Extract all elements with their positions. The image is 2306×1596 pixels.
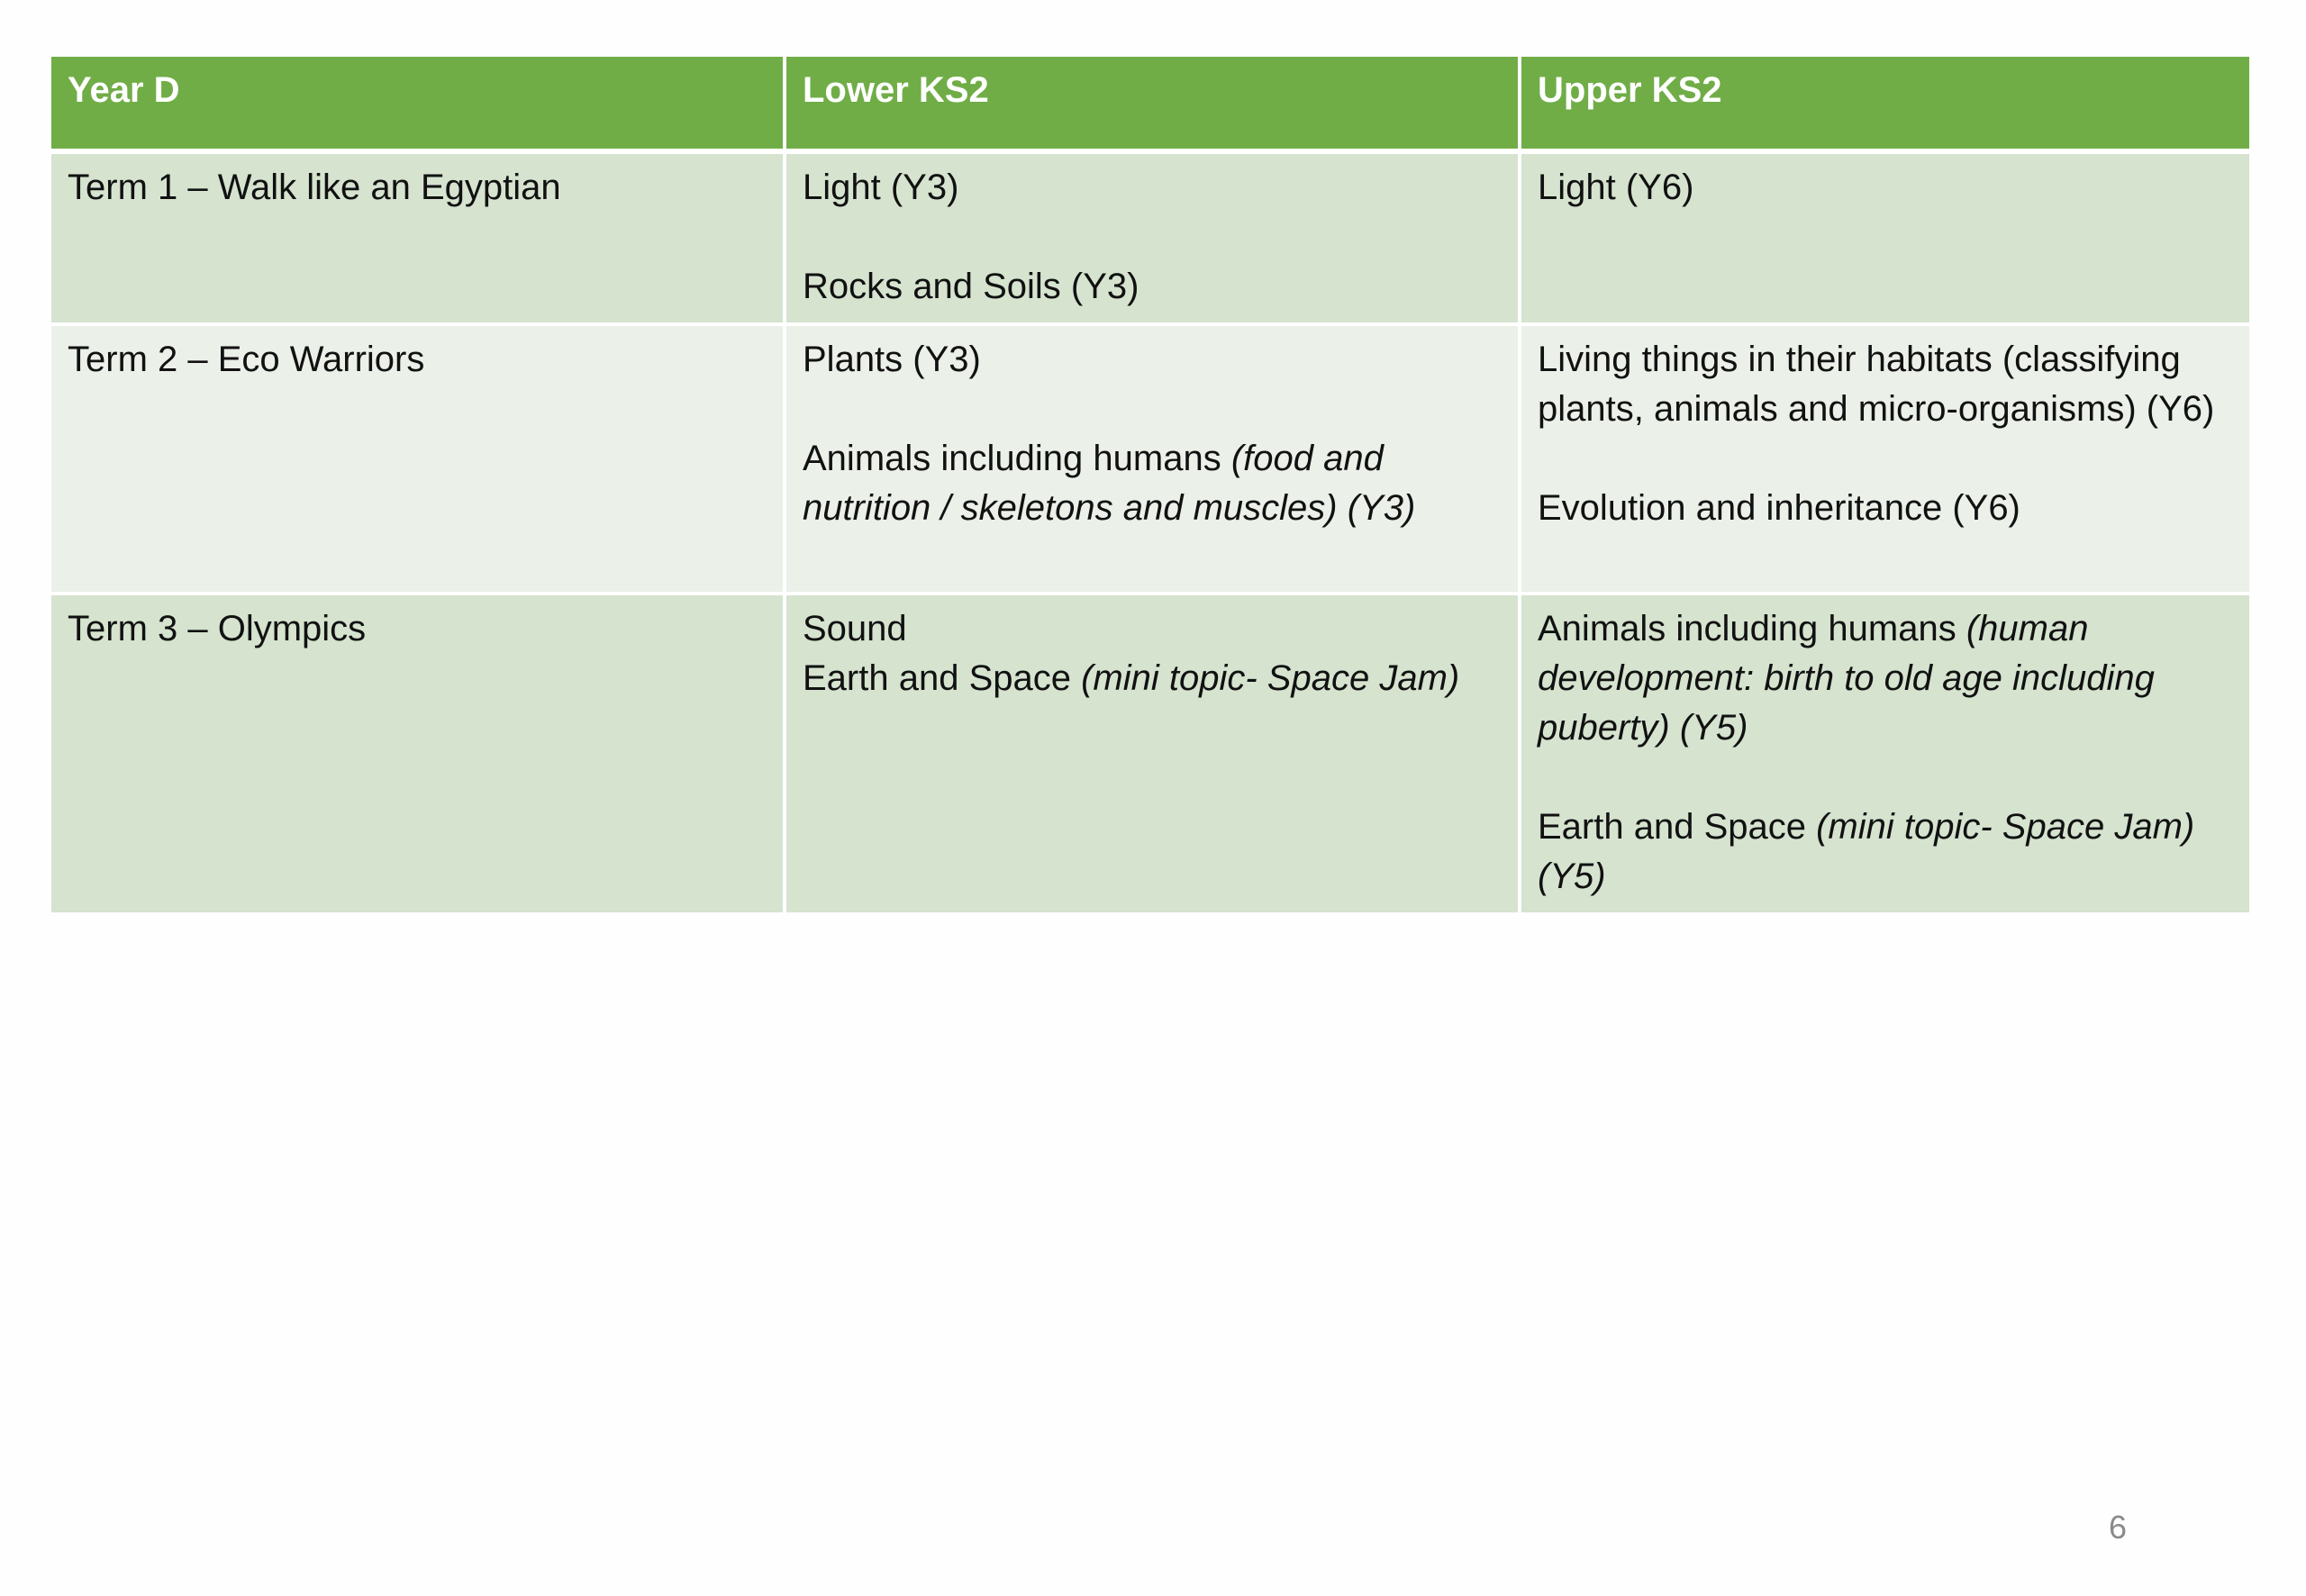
- cell-paragraph: Light (Y3): [803, 168, 959, 207]
- table-row-term-3: [51, 595, 2249, 912]
- lower-ks2-cell: [786, 326, 1521, 595]
- page-number: 6: [2108, 1509, 2127, 1546]
- text-italic: (mini topic- Space Jam) (Y5): [1538, 807, 2205, 896]
- term-cell: Term 1 – Walk like an Egyptian: [51, 154, 786, 326]
- table-body: [51, 154, 2249, 912]
- text-regular: Earth and Space: [803, 658, 1082, 698]
- cell-paragraph: Light (Y6): [1538, 168, 1694, 207]
- cell-paragraph: Rocks and Soils (Y3): [803, 267, 1139, 306]
- table-row-term-1: [51, 154, 2249, 326]
- header-row: [51, 57, 2249, 154]
- cell-paragraph: [1538, 604, 2233, 753]
- upper-ks2-cell: [1521, 595, 2249, 912]
- cell-paragraph: [803, 654, 1502, 703]
- curriculum-table: [51, 57, 2249, 912]
- header-year: Year D: [51, 57, 786, 154]
- cell-paragraph: Plants (Y3): [803, 340, 981, 379]
- cell-paragraph: Sound: [803, 609, 907, 648]
- lower-ks2-cell: [786, 595, 1521, 912]
- table-header: [51, 57, 2249, 154]
- cell-paragraph: Evolution and inheritance (Y6): [1538, 488, 2020, 528]
- cell-paragraph: Living things in their habitats (classifying plants, animals and micro-organisms) (Y6): [1538, 340, 2215, 429]
- cell-paragraph: [803, 434, 1502, 533]
- text-regular: Earth and Space: [1538, 807, 1817, 847]
- text-italic: (food and nutrition / skeletons and muscles) (Y3): [803, 439, 1416, 528]
- text-italic: (mini topic- Space Jam): [1081, 658, 1460, 698]
- header-lower-ks2: Lower KS2: [786, 57, 1521, 154]
- header-upper-ks2: Upper KS2: [1521, 57, 2249, 154]
- lower-ks2-cell: [786, 154, 1521, 326]
- text-regular: Animals including humans: [1538, 609, 1966, 648]
- term-cell: Term 3 – Olympics: [51, 595, 786, 912]
- table-row-term-2: [51, 326, 2249, 595]
- upper-ks2-cell: [1521, 154, 2249, 326]
- term-cell: Term 2 – Eco Warriors: [51, 326, 786, 595]
- text-regular: Animals including humans: [803, 439, 1231, 478]
- text-italic: (human development: birth to old age including puberty) (Y5): [1538, 609, 2165, 748]
- upper-ks2-cell: [1521, 326, 2249, 595]
- cell-paragraph: [1538, 803, 2233, 902]
